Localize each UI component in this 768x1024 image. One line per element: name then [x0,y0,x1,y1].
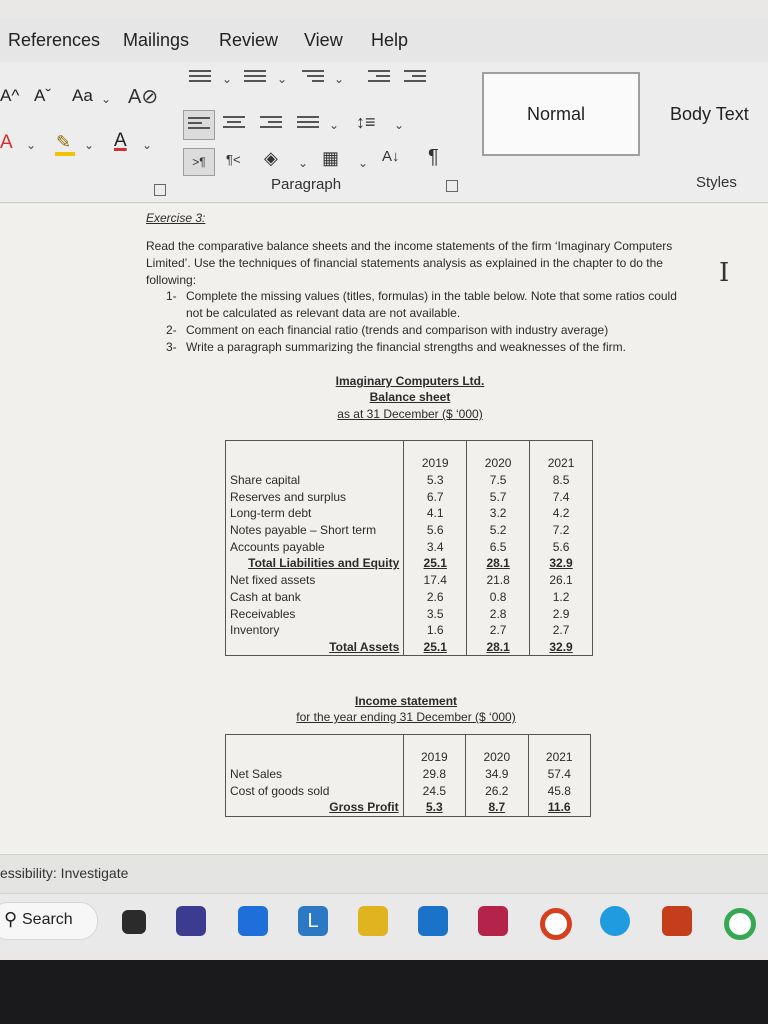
cell-value: 4.1 [404,505,467,522]
table-row [226,572,593,589]
chevron-down-icon[interactable]: ⌄ [298,156,309,170]
cell-value: 17.4 [404,572,467,589]
chevron-down-icon[interactable]: ⌄ [358,156,369,170]
task-number: 2- [166,323,177,337]
task-view-icon[interactable] [122,910,146,934]
cell-value: 5.3 [403,799,465,816]
document-area [0,204,768,854]
chevron-down-icon[interactable]: ⌄ [394,118,405,132]
row-label: Total Liabilities and Equity [248,556,400,571]
row-label: Net Sales [230,767,283,782]
line-spacing-icon[interactable]: ↕≡ [356,112,376,132]
highlight-pen-icon[interactable]: ✎ [56,132,72,152]
tab-review[interactable]: Review [219,30,279,50]
increase-indent-icon[interactable] [404,70,426,86]
year-header: 2019 [403,735,465,766]
task-number: 1- [166,289,177,303]
year-header: 2020 [466,735,528,766]
cell-value: 5.6 [530,538,593,555]
cell-value: 5.3 [404,472,467,489]
cell-value: 21.8 [467,572,530,589]
task-number: 3- [166,340,177,354]
status-bar [0,854,768,893]
cell-value: 2.7 [467,622,530,639]
row-label: Net fixed assets [230,573,316,588]
row-label: Reserves and surplus [230,489,347,504]
cell-value: 25.1 [404,555,467,572]
company-title: Imaginary Computers Ltd. [335,374,485,388]
style-body-text[interactable]: Body Text [670,104,749,124]
row-label: Gross Profit [329,800,399,815]
cell-value: 2.7 [530,622,593,639]
ribbon-tabs [0,18,768,64]
edge-icon[interactable] [600,906,630,936]
cell-value: 0.8 [467,589,530,606]
row-label: Notes payable – Short term [230,523,377,538]
decrease-indent-icon[interactable] [368,70,390,86]
cell-value: 3.2 [467,505,530,522]
cell-value: 32.9 [530,639,593,656]
tab-references[interactable]: References [8,30,101,50]
cell-value: 6.5 [467,538,530,555]
cell-value: 24.5 [403,782,465,799]
shrink-font-button[interactable]: Aˇ [34,86,51,105]
chevron-down-icon[interactable]: ⌄ [26,138,37,152]
chevron-down-icon[interactable]: ⌄ [334,72,345,86]
tab-mailings[interactable]: Mailings [123,30,190,50]
row-label: Share capital [230,473,301,488]
search-icon: ⚲ [4,909,18,929]
income-statement-table [225,734,591,817]
cell-value: 7.2 [530,522,593,539]
cell-value: 7.5 [467,472,530,489]
cell-value: 45.8 [528,782,590,799]
powerpoint-icon[interactable] [662,906,692,936]
task-text: Comment on each financial ratio (trends and comparison with industry average) [186,323,609,337]
task-text: Complete the missing values (titles, formulas) in the table below. Note that some ratios could not be calculated as relevant data are not available. [186,289,677,320]
style-normal[interactable] [482,72,640,156]
chrome-icon[interactable] [724,908,756,940]
table-row [226,472,593,489]
paragraph-dialog-launcher-icon[interactable] [446,180,458,192]
table-row [226,766,591,783]
cell-value: 57.4 [528,766,590,783]
justify-icon[interactable] [297,116,319,132]
cell-value: 1.2 [530,589,593,606]
cell-value: 3.5 [404,605,467,622]
cell-value: 1.6 [404,622,467,639]
income-statement-title: Income statement [354,694,458,708]
cell-value: 8.7 [466,799,528,816]
sort-icon[interactable]: A↓ [382,148,400,165]
cell-value: 11.6 [528,799,590,816]
year-header: 2020 [467,441,530,472]
accessibility-status[interactable]: essibility: Investigate [0,865,129,881]
align-left-icon [188,117,210,133]
cell-value: 25.1 [404,639,467,656]
cell-value: 2.6 [404,589,467,606]
chevron-down-icon[interactable]: ⌄ [277,72,288,86]
mail-icon[interactable] [418,906,448,936]
task-text: Write a paragraph summarizing the financial strengths and weaknesses of the firm. [186,340,626,354]
font-color-button[interactable]: A [114,130,127,151]
exercise-title: Exercise 3: [146,211,206,225]
style-normal-label: Normal [527,104,586,124]
file-explorer-icon[interactable] [358,906,388,936]
chevron-down-icon[interactable]: ⌄ [142,138,153,152]
styles-group-label: Styles [696,174,737,191]
cell-value: 34.9 [466,766,528,783]
balance-sheet-table [225,440,593,656]
row-label: Receivables [230,606,296,621]
table-row [226,505,593,522]
numbering-icon[interactable] [244,70,266,86]
cell-value: 28.1 [467,555,530,572]
chevron-down-icon[interactable]: ⌄ [329,118,340,132]
intro-paragraph: Read the comparative balance sheets and the income statements of the firm ‘Imaginary Computers Limited’. Use the techniques of financial statements analysis as explained in the chapter to do the following: [146,239,673,287]
table-row [226,538,593,555]
row-label: Cost of goods sold [230,783,330,798]
cell-value: 29.8 [403,766,465,783]
table-row [226,522,593,539]
cell-value: 32.9 [530,555,593,572]
cell-value: 28.1 [467,639,530,656]
document-page[interactable] [0,204,768,854]
row-label: Cash at bank [230,589,301,604]
store-icon[interactable] [238,906,268,936]
align-right-icon[interactable] [260,116,282,132]
tab-view[interactable]: View [304,30,343,50]
cell-value: 8.5 [530,472,593,489]
grow-font-button[interactable]: A^ [0,86,20,105]
table-row-total [226,799,591,816]
chevron-down-icon[interactable]: ⌄ [101,92,112,106]
cell-value: 26.1 [530,572,593,589]
chevron-down-icon[interactable]: ⌄ [222,72,233,86]
table-row-total [226,639,593,656]
cell-value: 6.7 [404,488,467,505]
font-dialog-launcher-icon[interactable] [154,184,166,196]
tab-help[interactable]: Help [371,30,409,50]
paragraph-group-label: Paragraph [271,176,342,193]
cell-value: 5.7 [467,488,530,505]
show-formatting-marks-icon[interactable]: ¶ [428,146,439,168]
cell-value: 5.2 [467,522,530,539]
align-center-icon[interactable] [223,116,245,132]
table-row [226,488,593,505]
cell-value: 3.4 [404,538,467,555]
table-row [226,589,593,606]
task-item [166,339,686,356]
cell-value: 5.6 [404,522,467,539]
rtl-icon[interactable]: ¶< [226,152,241,167]
launcher-l-icon[interactable]: L [298,906,328,936]
taskbar [0,893,768,952]
align-left-button[interactable] [183,110,215,140]
year-header: 2021 [530,441,593,472]
office-icon[interactable] [540,908,572,940]
bullets-icon[interactable] [189,70,211,86]
ltr-button[interactable]: >¶ [183,148,215,176]
chevron-down-icon[interactable]: ⌄ [84,138,95,152]
cell-value: 4.2 [530,505,593,522]
table-row [226,605,593,622]
table-row [226,782,591,799]
table-row [226,622,593,639]
taskbar-search[interactable] [0,902,98,940]
change-case-button[interactable]: Aa [72,86,93,105]
year-header: 2019 [404,441,467,472]
highlight-color-bar [55,152,75,156]
balance-sheet-title: Balance sheet [369,390,451,404]
shading-icon[interactable]: ◈ [264,148,278,168]
row-label: Inventory [230,623,280,638]
cell-value: 26.2 [466,782,528,799]
task-item [166,322,686,339]
multilevel-list-icon[interactable] [302,70,324,86]
row-label: Accounts payable [230,539,325,554]
year-header: 2021 [528,735,590,766]
table-row-total [226,555,593,572]
row-label: Long-term debt [230,506,312,521]
clear-formatting-icon[interactable]: A⊘ [128,86,159,108]
borders-icon[interactable]: ▦ [322,148,340,168]
app-red-icon[interactable] [478,906,508,936]
cell-value: 7.4 [530,488,593,505]
teams-icon[interactable] [176,906,206,936]
row-label: Total Assets [329,639,400,654]
text-effects-button[interactable]: A [0,132,13,153]
task-item [166,288,686,322]
balance-sheet-date: as at 31 December ($ ‘000) [337,407,483,421]
search-label: Search [22,911,73,928]
income-statement-date: for the year ending 31 December ($ ‘000) [296,710,516,724]
cell-value: 2.9 [530,605,593,622]
cell-value: 2.8 [467,605,530,622]
text-cursor-icon: I [719,258,730,288]
ribbon [0,62,768,203]
